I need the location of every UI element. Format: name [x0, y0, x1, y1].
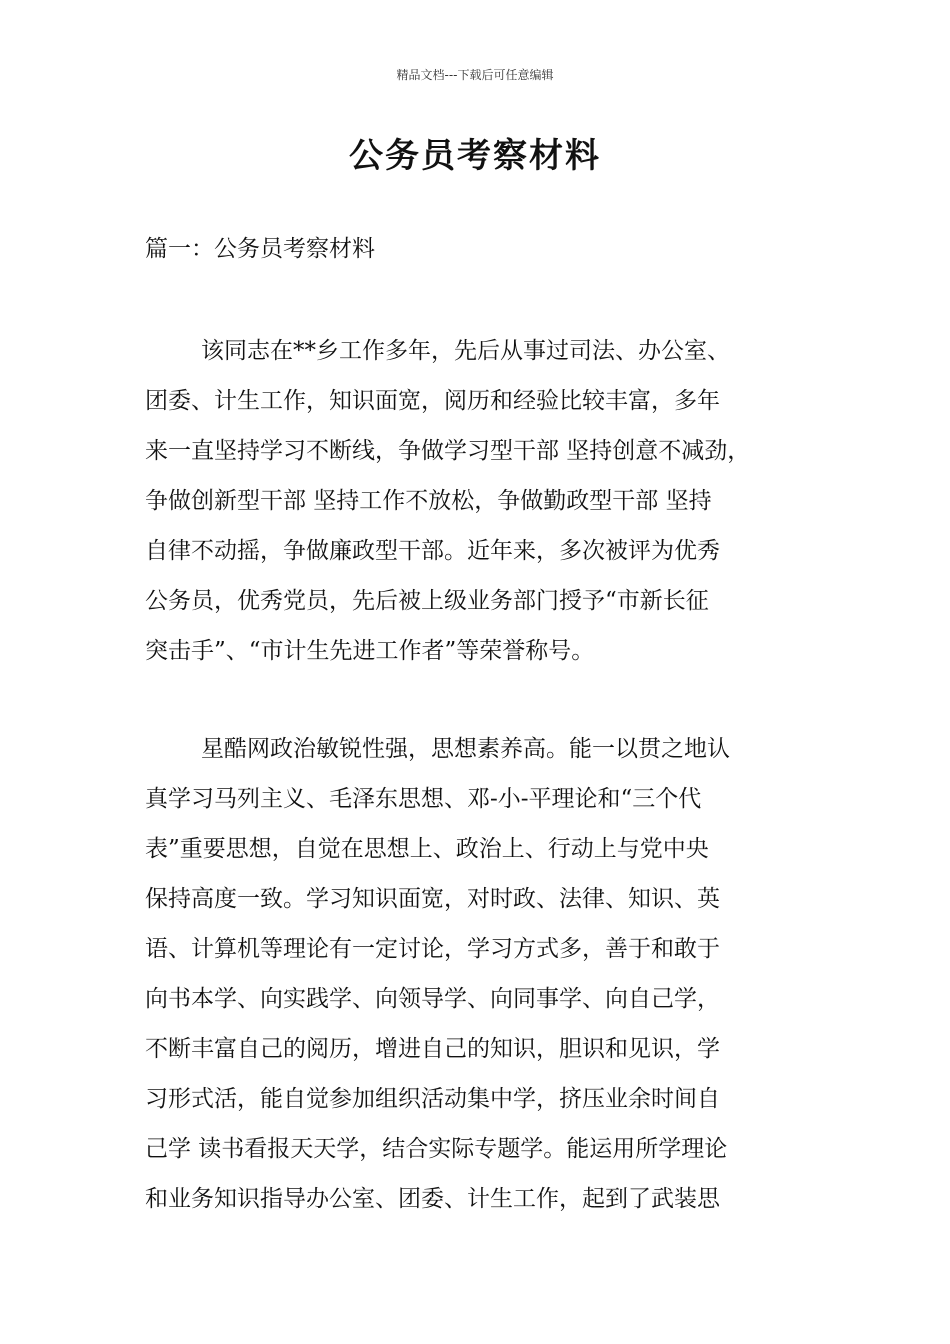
paragraph-line: 来一直坚持学习不断线，争做学习型干部 坚持创意不减劲， — [145, 438, 751, 464]
header-note: 精品文档---下载后可任意编辑 — [396, 68, 554, 82]
paragraph-line: 争做创新型干部 坚持工作不放松，争做勤政型干部 坚持 — [145, 488, 712, 514]
document-title: 公务员考察材料 — [349, 136, 601, 176]
paragraph-2 — [145, 724, 825, 1224]
paragraph-line: 团委、计生工作，知识面宽，阅历和经验比较丰富，多年 — [145, 388, 720, 414]
paragraph-line: 突击手”、“市计生先进工作者”等荣誉称号。 — [145, 638, 595, 664]
paragraph-line: 该同志在**乡工作多年，先后从事过司法、办公室、 — [201, 338, 730, 364]
paragraph-line: 星酷网政治敏锐性强，思想素养高。能一以贯之地认 — [201, 736, 730, 762]
paragraph-line: 语、计算机等理论有一定讨论，学习方式多，善于和敢于 — [145, 936, 720, 962]
paragraph-line: 己学 读书看报天天学，结合实际专题学。能运用所学理论 — [145, 1136, 728, 1162]
paragraph-line: 表”重要思想，自觉在思想上、政治上、行动上与党中央 — [145, 836, 709, 862]
paragraph-line: 真学习马列主义、毛泽东思想、邓-小-平理论和“三个代 — [145, 786, 702, 812]
paragraph-line: 不断丰富自己的阅历，增进自己的知识，胆识和见识，学 — [145, 1036, 720, 1062]
paragraph-line: 自律不动摇，争做廉政型干部。近年来，多次被评为优秀 — [145, 538, 720, 564]
paragraph-line: 习形式活，能自觉参加组织活动集中学，挤压业余时间自 — [145, 1086, 720, 1112]
paragraph-line: 保持高度一致。学习知识面宽，对时政、法律、知识、英 — [145, 886, 720, 912]
paragraph-1 — [145, 326, 825, 676]
paragraph-line: 和业务知识指导办公室、团委、计生工作，起到了武装思 — [145, 1186, 720, 1212]
paragraph-line: 向书本学、向实践学、向领导学、向同事学、向自己学， — [145, 986, 720, 1012]
section-heading: 篇一：公务员考察材料 — [145, 236, 375, 262]
paragraph-line: 公务员，优秀党员，先后被上级业务部门授予“市新长征 — [145, 588, 709, 614]
